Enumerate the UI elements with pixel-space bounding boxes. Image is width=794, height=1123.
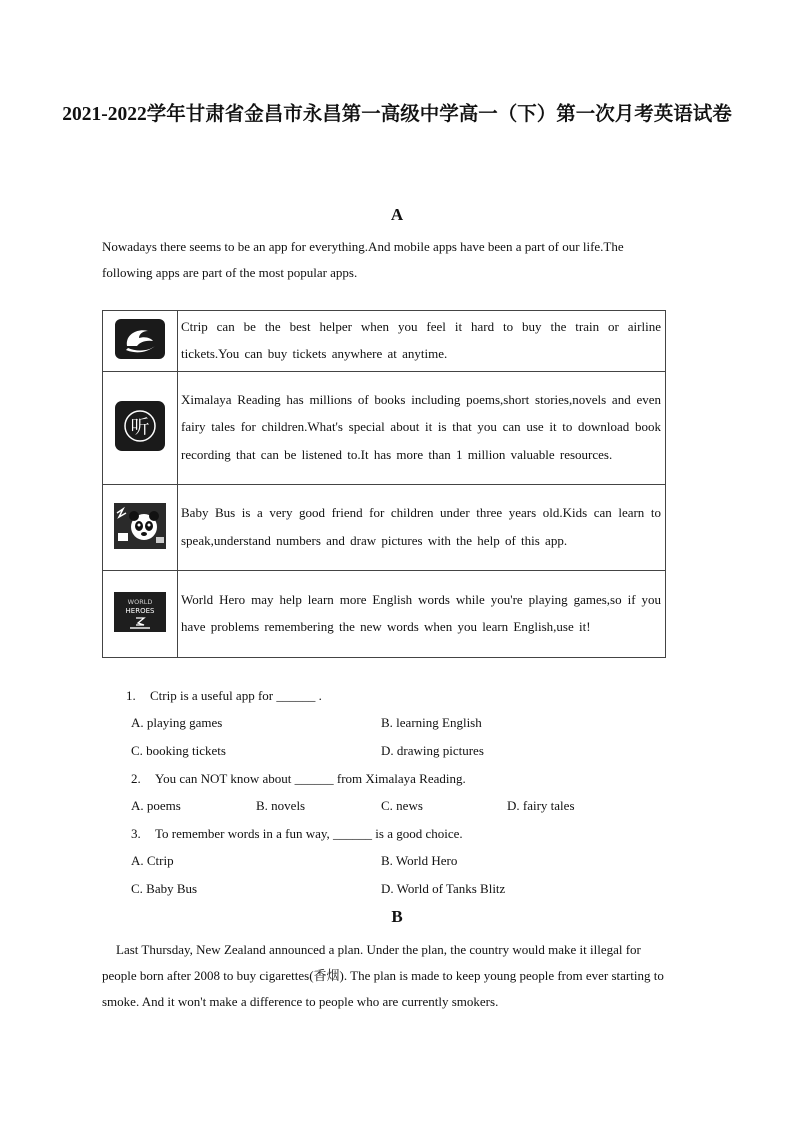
- baby-bus-panda-logo-icon: [114, 503, 166, 553]
- question-2-option-b[interactable]: B. novels: [256, 798, 306, 813]
- question-number: 3.: [131, 826, 141, 841]
- question-1-option-d[interactable]: D. drawing pictures: [381, 743, 484, 758]
- app-description: Baby Bus is a very good friend for children under three years old.Kids can learn to speak,understand numbers and draw pictures with the help of this app.: [178, 485, 666, 571]
- question-3-option-c[interactable]: C. Baby Bus: [131, 881, 198, 896]
- app-icon-cell: [103, 372, 178, 485]
- question-text: To remember words in a fun way, ______ is a good choice.: [155, 826, 463, 841]
- ctrip-dolphin-logo-icon: [115, 319, 165, 363]
- question-2-option-a[interactable]: A. poems: [131, 798, 181, 813]
- ximalaya-icon-char: 听: [130, 416, 150, 438]
- app-icon-cell: [103, 311, 178, 372]
- app-description: Ximalaya Reading has millions of books including poems,short stories,novels and even fairy tales for children.What's special about it is that you can use it to download book recording that can be listened to.It has more than 1 million valuable resources.: [178, 372, 666, 485]
- question-2-option-c[interactable]: C. news: [381, 798, 423, 813]
- app-icon-cell: [103, 485, 178, 571]
- question-2-stem: [131, 769, 466, 789]
- section-b-heading: B: [391, 907, 403, 926]
- section-b-text: Last Thursday, New Zealand announced a plan. Under the plan, the country would make it illegal for people born after 2008 to buy cigarettes(香烟). The plan is made to keep young people from ever starting to smoke. And it won't make a difference to people who are currently smokers.: [102, 942, 664, 1009]
- question-3-option-d[interactable]: D. World of Tanks Blitz: [381, 881, 506, 896]
- question-1-option-b[interactable]: B. learning English: [381, 715, 482, 730]
- question-number: 1.: [126, 688, 136, 703]
- ximalaya-listen-logo-icon: [115, 401, 165, 455]
- question-3-option-b[interactable]: B. World Hero: [381, 853, 458, 868]
- world-hero-icon-line2: HEROES: [125, 607, 155, 615]
- section-a-heading: A: [390, 205, 404, 224]
- table-row: [103, 372, 666, 485]
- table-row: [103, 485, 666, 571]
- app-icon-cell: [103, 571, 178, 658]
- question-number: 2.: [131, 771, 141, 786]
- world-hero-logo-icon: [114, 592, 166, 636]
- question-text: You can NOT know about ______ from Ximalaya Reading.: [155, 771, 466, 786]
- table-row: [103, 311, 666, 372]
- question-3-stem: [131, 824, 463, 844]
- question-1-option-c[interactable]: C. booking tickets: [131, 743, 226, 758]
- question-3-option-a[interactable]: A. Ctrip: [131, 853, 174, 868]
- page-title: 2021-2022学年甘肃省金昌市永昌第一高级中学高一（下）第一次月考英语试卷: [62, 104, 732, 125]
- world-hero-icon-line1: WORLD: [127, 598, 153, 606]
- app-description: World Hero may help learn more English words while you're playing games,so if you have problems remembering the new words when you learn English,use it!: [178, 571, 666, 658]
- section-a-intro: Nowadays there seems to be an app for everything.And mobile apps have been a part of our life.The following apps are part of the most popular apps.: [102, 239, 624, 280]
- question-1-stem: [126, 686, 322, 706]
- table-row: [103, 571, 666, 658]
- app-table: [102, 310, 666, 658]
- app-description: Ctrip can be the best helper when you feel it hard to buy the train or airline tickets.You can buy tickets anywhere at anytime.: [178, 311, 666, 372]
- question-text: Ctrip is a useful app for ______ .: [150, 688, 322, 703]
- question-2-option-d[interactable]: D. fairy tales: [507, 798, 575, 813]
- question-1-option-a[interactable]: A. playing games: [131, 715, 223, 730]
